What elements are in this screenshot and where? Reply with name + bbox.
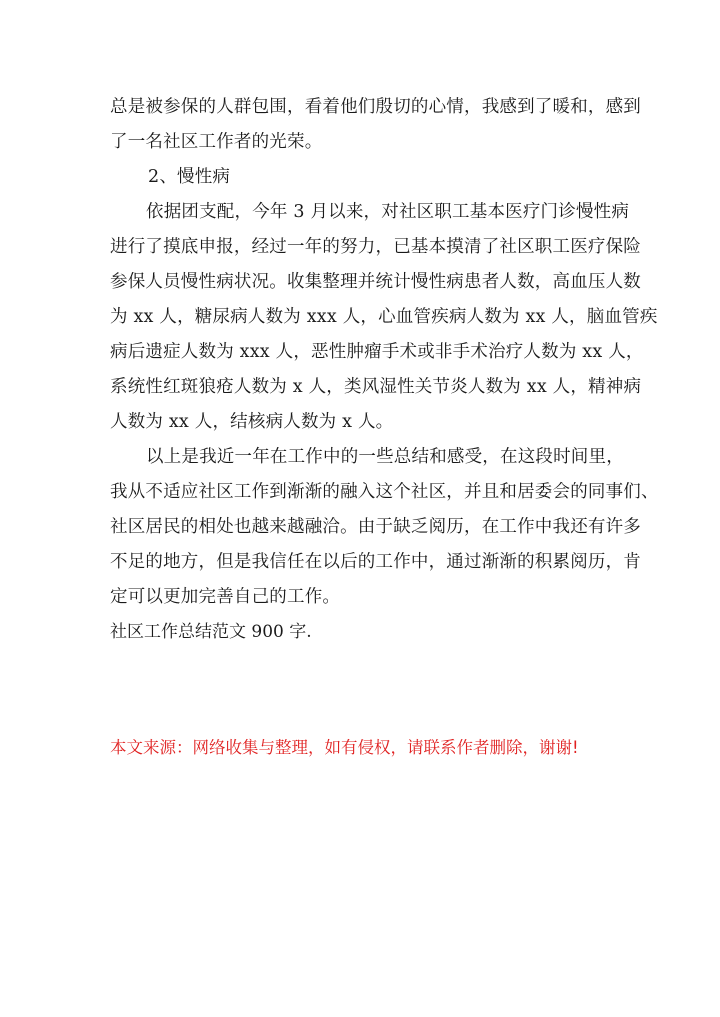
paragraph-line: 系统性红斑狼疮人数为 x 人，类风湿性关节炎人数为 xx 人，精神病 bbox=[110, 377, 642, 397]
paragraph-line: 了一名社区工作者的光荣。 bbox=[110, 132, 323, 152]
paragraph-line: 以上是我近一年在工作中的一些总结和感受，在这段时间里， bbox=[146, 447, 624, 467]
paragraph-line: 不足的地方，但是我信任在以后的工作中，通过渐渐的积累阅历，肯 bbox=[110, 552, 641, 572]
paragraph-line: 进行了摸底申报，经过一年的努力，已基本摸清了社区职工医疗保险 bbox=[110, 237, 641, 257]
paragraph-line: 为 xx 人，糖尿病人数为 xxx 人，心血管疾病人数为 xx 人，脑血管疾 bbox=[110, 307, 658, 327]
document-title-line: 社区工作总结范文 900 字. bbox=[110, 622, 312, 642]
paragraph-line: 依据团支配，今年 3 月以来，对社区职工基本医疗门诊慢性病 bbox=[146, 202, 630, 222]
paragraph-line: 人数为 xx 人，结核病人数为 x 人。 bbox=[110, 412, 394, 432]
paragraph-line: 参保人员慢性病状况。收集整理并统计慢性病患者人数，高血压人数 bbox=[110, 272, 641, 292]
paragraph-line: 定可以更加完善自己的工作。 bbox=[110, 587, 341, 607]
paragraph-line: 病后遗症人数为 xxx 人，恶性肿瘤手术或非手术治疗人数为 xx 人， bbox=[110, 342, 644, 362]
paragraph-line: 总是被参保的人群包围，看着他们殷切的心情，我感到了暖和，感到 bbox=[110, 97, 641, 117]
paragraph-line: 社区居民的相处也越来越融洽。由于缺乏阅历，在工作中我还有许多 bbox=[110, 517, 641, 537]
document-body bbox=[110, 90, 659, 650]
source-notice: 本文来源：网络收集与整理，如有侵权，请联系作者删除，谢谢! bbox=[110, 738, 579, 757]
section-heading: 2、慢性病 bbox=[148, 167, 231, 187]
paragraph-line: 我从不适应社区工作到渐渐的融入这个社区，并且和居委会的同事们、 bbox=[110, 482, 659, 502]
